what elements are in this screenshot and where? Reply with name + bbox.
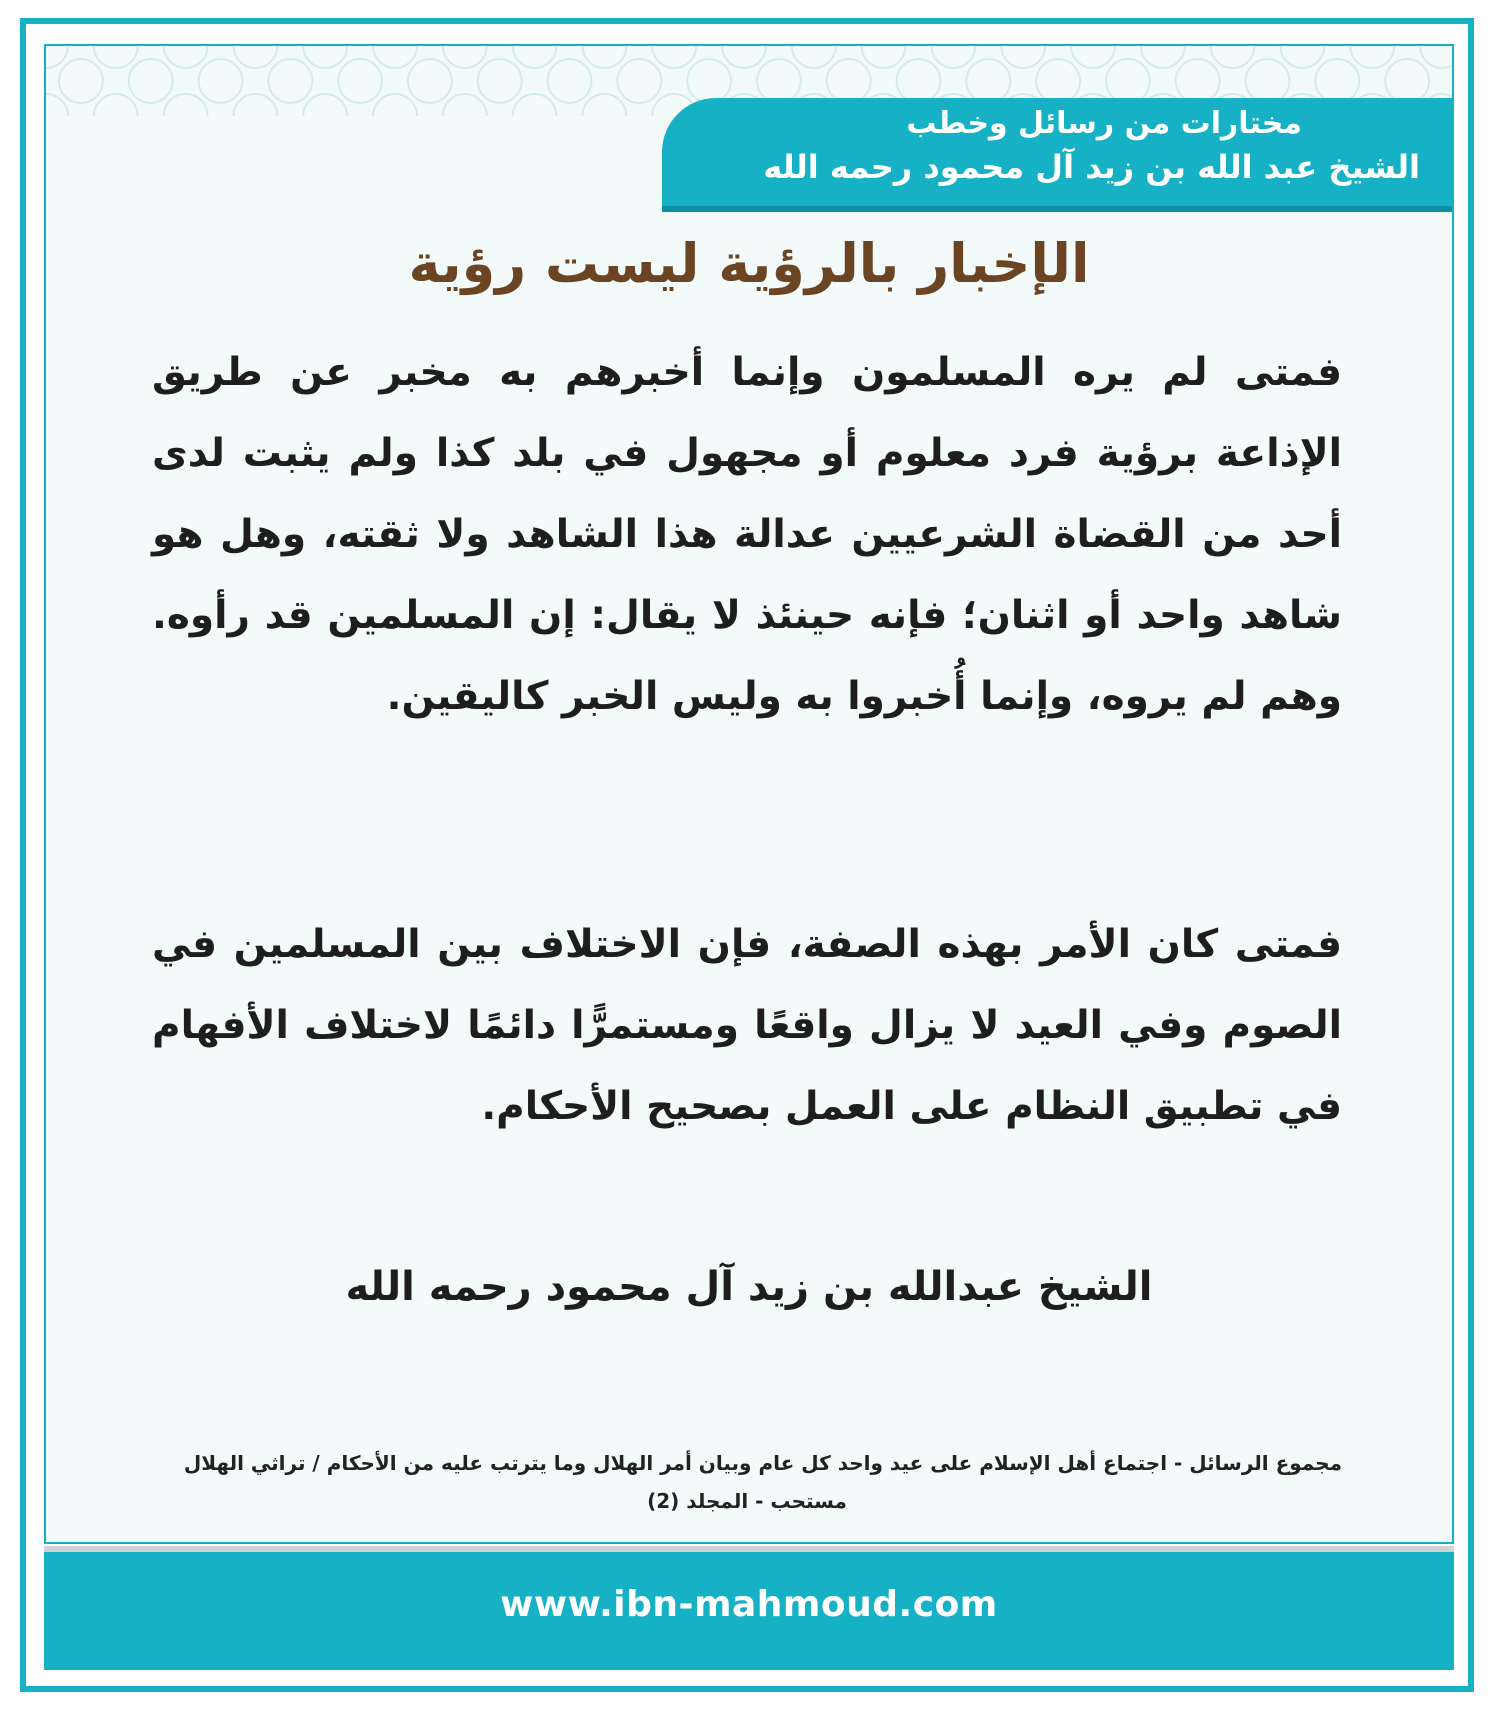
header-subtitle: مختارات من رسائل وخطب — [906, 106, 1302, 141]
source-citation — [152, 1444, 1342, 1520]
body-paragraph-1: فمتى لم يره المسلمون وإنما أخبرهم به مخبر عن طريق الإذاعة برؤية فرد معلوم أو مجهول في بلد كذا ولم يثبت لدى أحد من القضاة الشرعيين عدالة هذا الشاهد ولا ثقته، وهل هو شاهد واحد أو اثنان؛ فإنه حينئذ لا يقال: إن المسلمين قد رأوه. وهم لم يروه، وإنما أُخبروا به وليس الخبر كاليقين. — [152, 350, 1342, 719]
footer-bar — [44, 1546, 1454, 1670]
page-title: الإخبار بالرؤية ليست رؤية — [408, 232, 1090, 295]
source-citation-line-1: مجموع الرسائل - اجتماع أهل الإسلام على عيد واحد كل عام وبيان أمر الهلال وما يترتب عليه من الأحكام / تراثي الهلال — [183, 1451, 1342, 1475]
header-author: الشيخ عبد الله بن زيد آل محمود رحمه الله — [763, 148, 1420, 186]
content-card — [44, 44, 1454, 1544]
website-link[interactable]: www.ibn-mahmoud.com — [500, 1584, 998, 1625]
header-banner — [662, 98, 1452, 206]
source-citation-line-2: مستحب - المجلد (2) — [647, 1489, 847, 1513]
body-paragraph-2: فمتى كان الأمر بهذه الصفة، فإن الاختلاف بين المسلمين في الصوم وفي العيد لا يزال واقعًا ومستمرًّا دائمًا لاختلاف الأفهام في تطبيق النظام على العمل بصحيح الأحكام. — [152, 922, 1342, 1129]
author-signature: الشيخ عبدالله بن زيد آل محمود رحمه الله — [345, 1264, 1153, 1310]
